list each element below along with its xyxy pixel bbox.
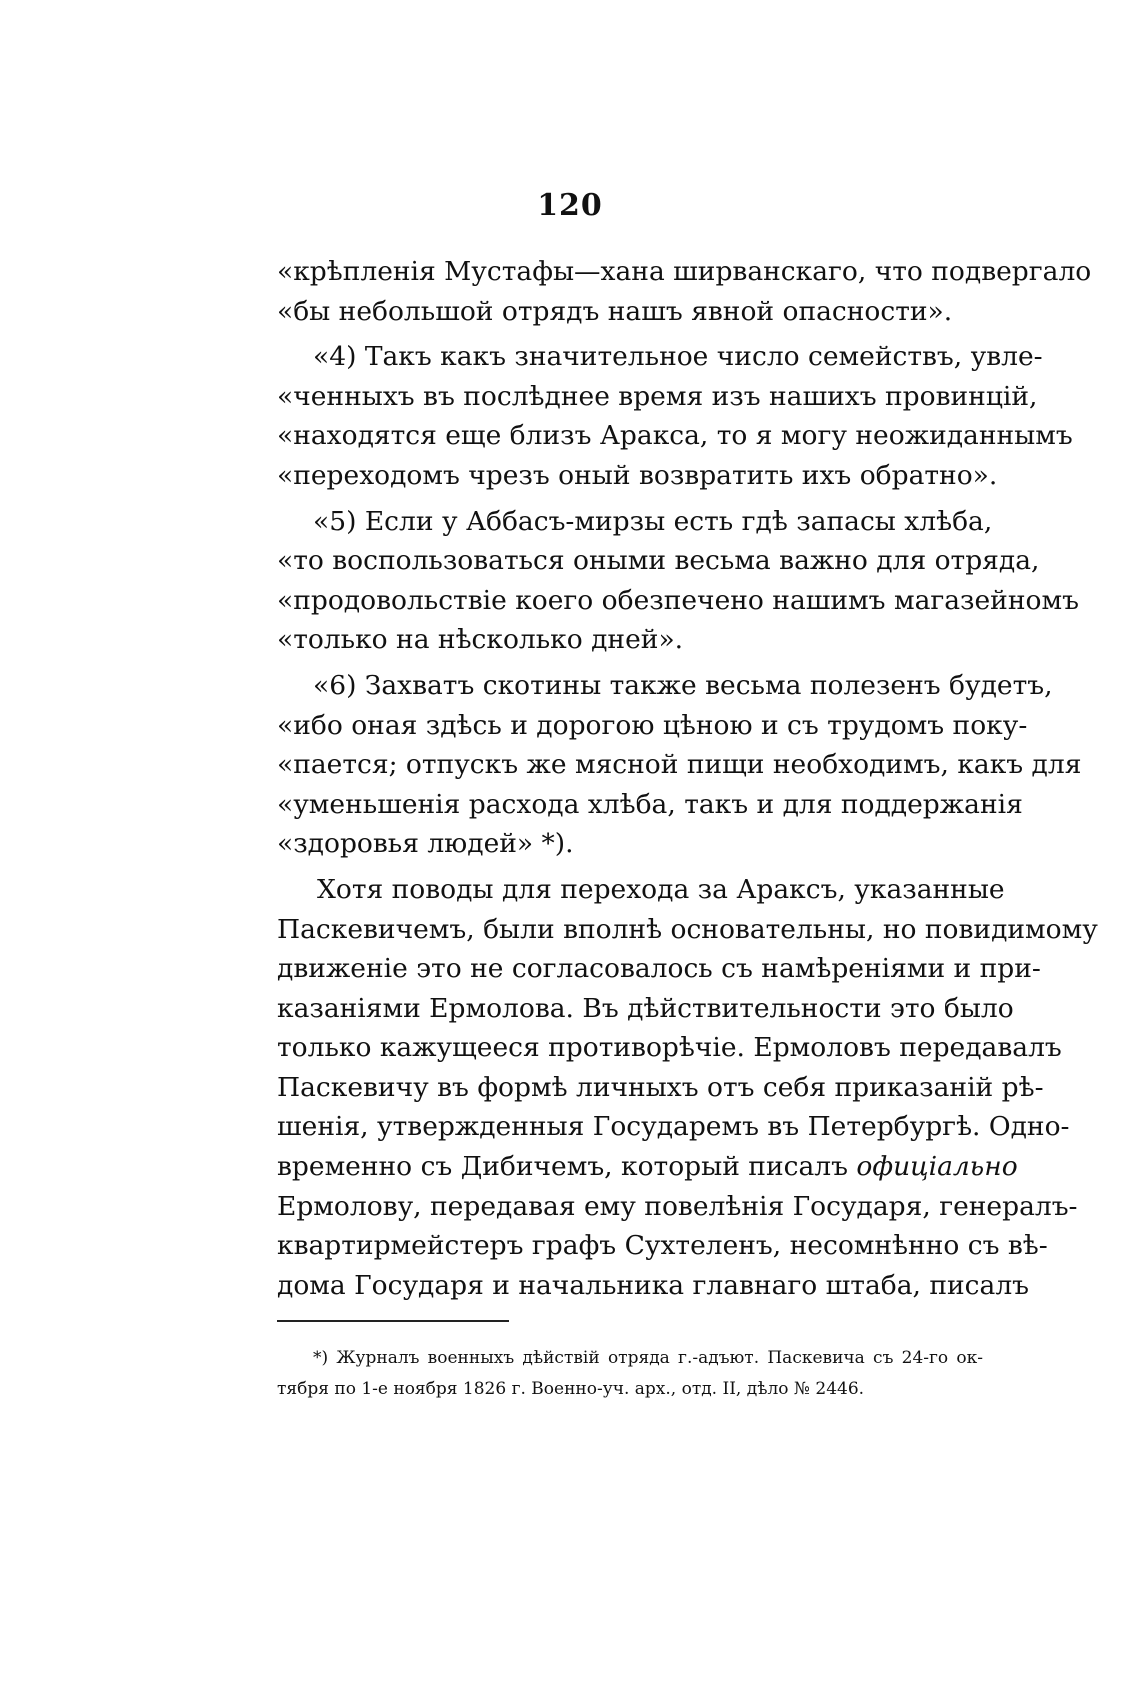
text-line: «здоровья людей» *). [277, 828, 574, 860]
text-line: «переходомъ чрезъ оный возвратить ихъ обратно». [277, 459, 998, 491]
text-line: «крѣпленія Мустафы—хана ширванскаго, что подвергало [277, 256, 1092, 287]
text-line: движеніе это не согласовалось съ намѣреніями и при- [277, 953, 1041, 985]
footnote-line: тября по 1-е ноября 1826 г. Военно-уч. арх., отд. II, дѣло № 2446. [277, 1379, 865, 1399]
text-line: «4) Такъ какъ значительное число семействъ, увле- [313, 341, 1043, 373]
text-segment: временно съ Дибичемъ, который писалъ [277, 1151, 848, 1183]
text-line: «ченныхъ въ послѣднее время изъ нашихъ провинцій, [277, 380, 1038, 412]
text-line: «только на нѣсколько дней». [277, 624, 684, 656]
body-text [277, 252, 1098, 1305]
text-line: «то воспользоваться оными весьма важно для отряда, [277, 545, 1040, 577]
footnote [277, 1343, 983, 1405]
footnote-line: *) Журналъ военныхъ дѣйствій отряда г.-адъют. Паскевича съ 24-го ок- [313, 1348, 983, 1368]
text-line: «находятся еще близъ Аракса, то я могу неожиданнымъ [277, 420, 1073, 452]
text-line: «ибо оная здѣсь и дорогою цѣною и съ трудомъ поку- [277, 709, 1028, 741]
text-line: «продовольствіе коего обезпечено нашимъ магазейномъ [277, 584, 1079, 616]
text-line: «6) Захватъ скотины также весьма полезенъ будетъ, [313, 669, 1053, 701]
text-line: «бы небольшой отрядъ нашъ явной опасности». [277, 295, 953, 327]
text-line: «пается; отпускъ же мясной пищи необходимъ, какъ для [277, 749, 1082, 781]
text-line: Хотя поводы для перехода за Араксъ, указанные [317, 873, 1005, 905]
text-line: дома Государя и начальника главнаго штаба, писалъ [277, 1269, 1030, 1301]
text-line: квартирмейстеръ графъ Сухтеленъ, несомнѣнно съ вѣ- [277, 1230, 1048, 1262]
footnote-divider [277, 1320, 509, 1322]
text-line: Паскевичу въ формѣ личныхъ отъ себя приказаній рѣ- [277, 1071, 1044, 1103]
italic-word: офиціально [856, 1151, 1018, 1183]
text-line: казаніями Ермолова. Въ дѣйствительности это было [277, 992, 1014, 1024]
text-line: шенія, утвержденныя Государемъ въ Петербургѣ. Одно- [277, 1111, 1070, 1143]
text-line: Паскевичемъ, были вполнѣ основательны, но повидимому [277, 913, 1098, 945]
text-line-with-italic [277, 1147, 1018, 1187]
page-number: 120 [537, 188, 603, 223]
text-line: «5) Если у Аббасъ-мирзы есть гдѣ запасы хлѣба, [313, 505, 993, 537]
text-line: Ермолову, передавая ему повелѣнія Государя, генералъ- [277, 1190, 1078, 1222]
text-line: «уменьшенія расхода хлѣба, такъ и для поддержанія [277, 788, 1023, 820]
text-line: только кажущееся противорѣчіе. Ермоловъ передавалъ [277, 1032, 1062, 1064]
